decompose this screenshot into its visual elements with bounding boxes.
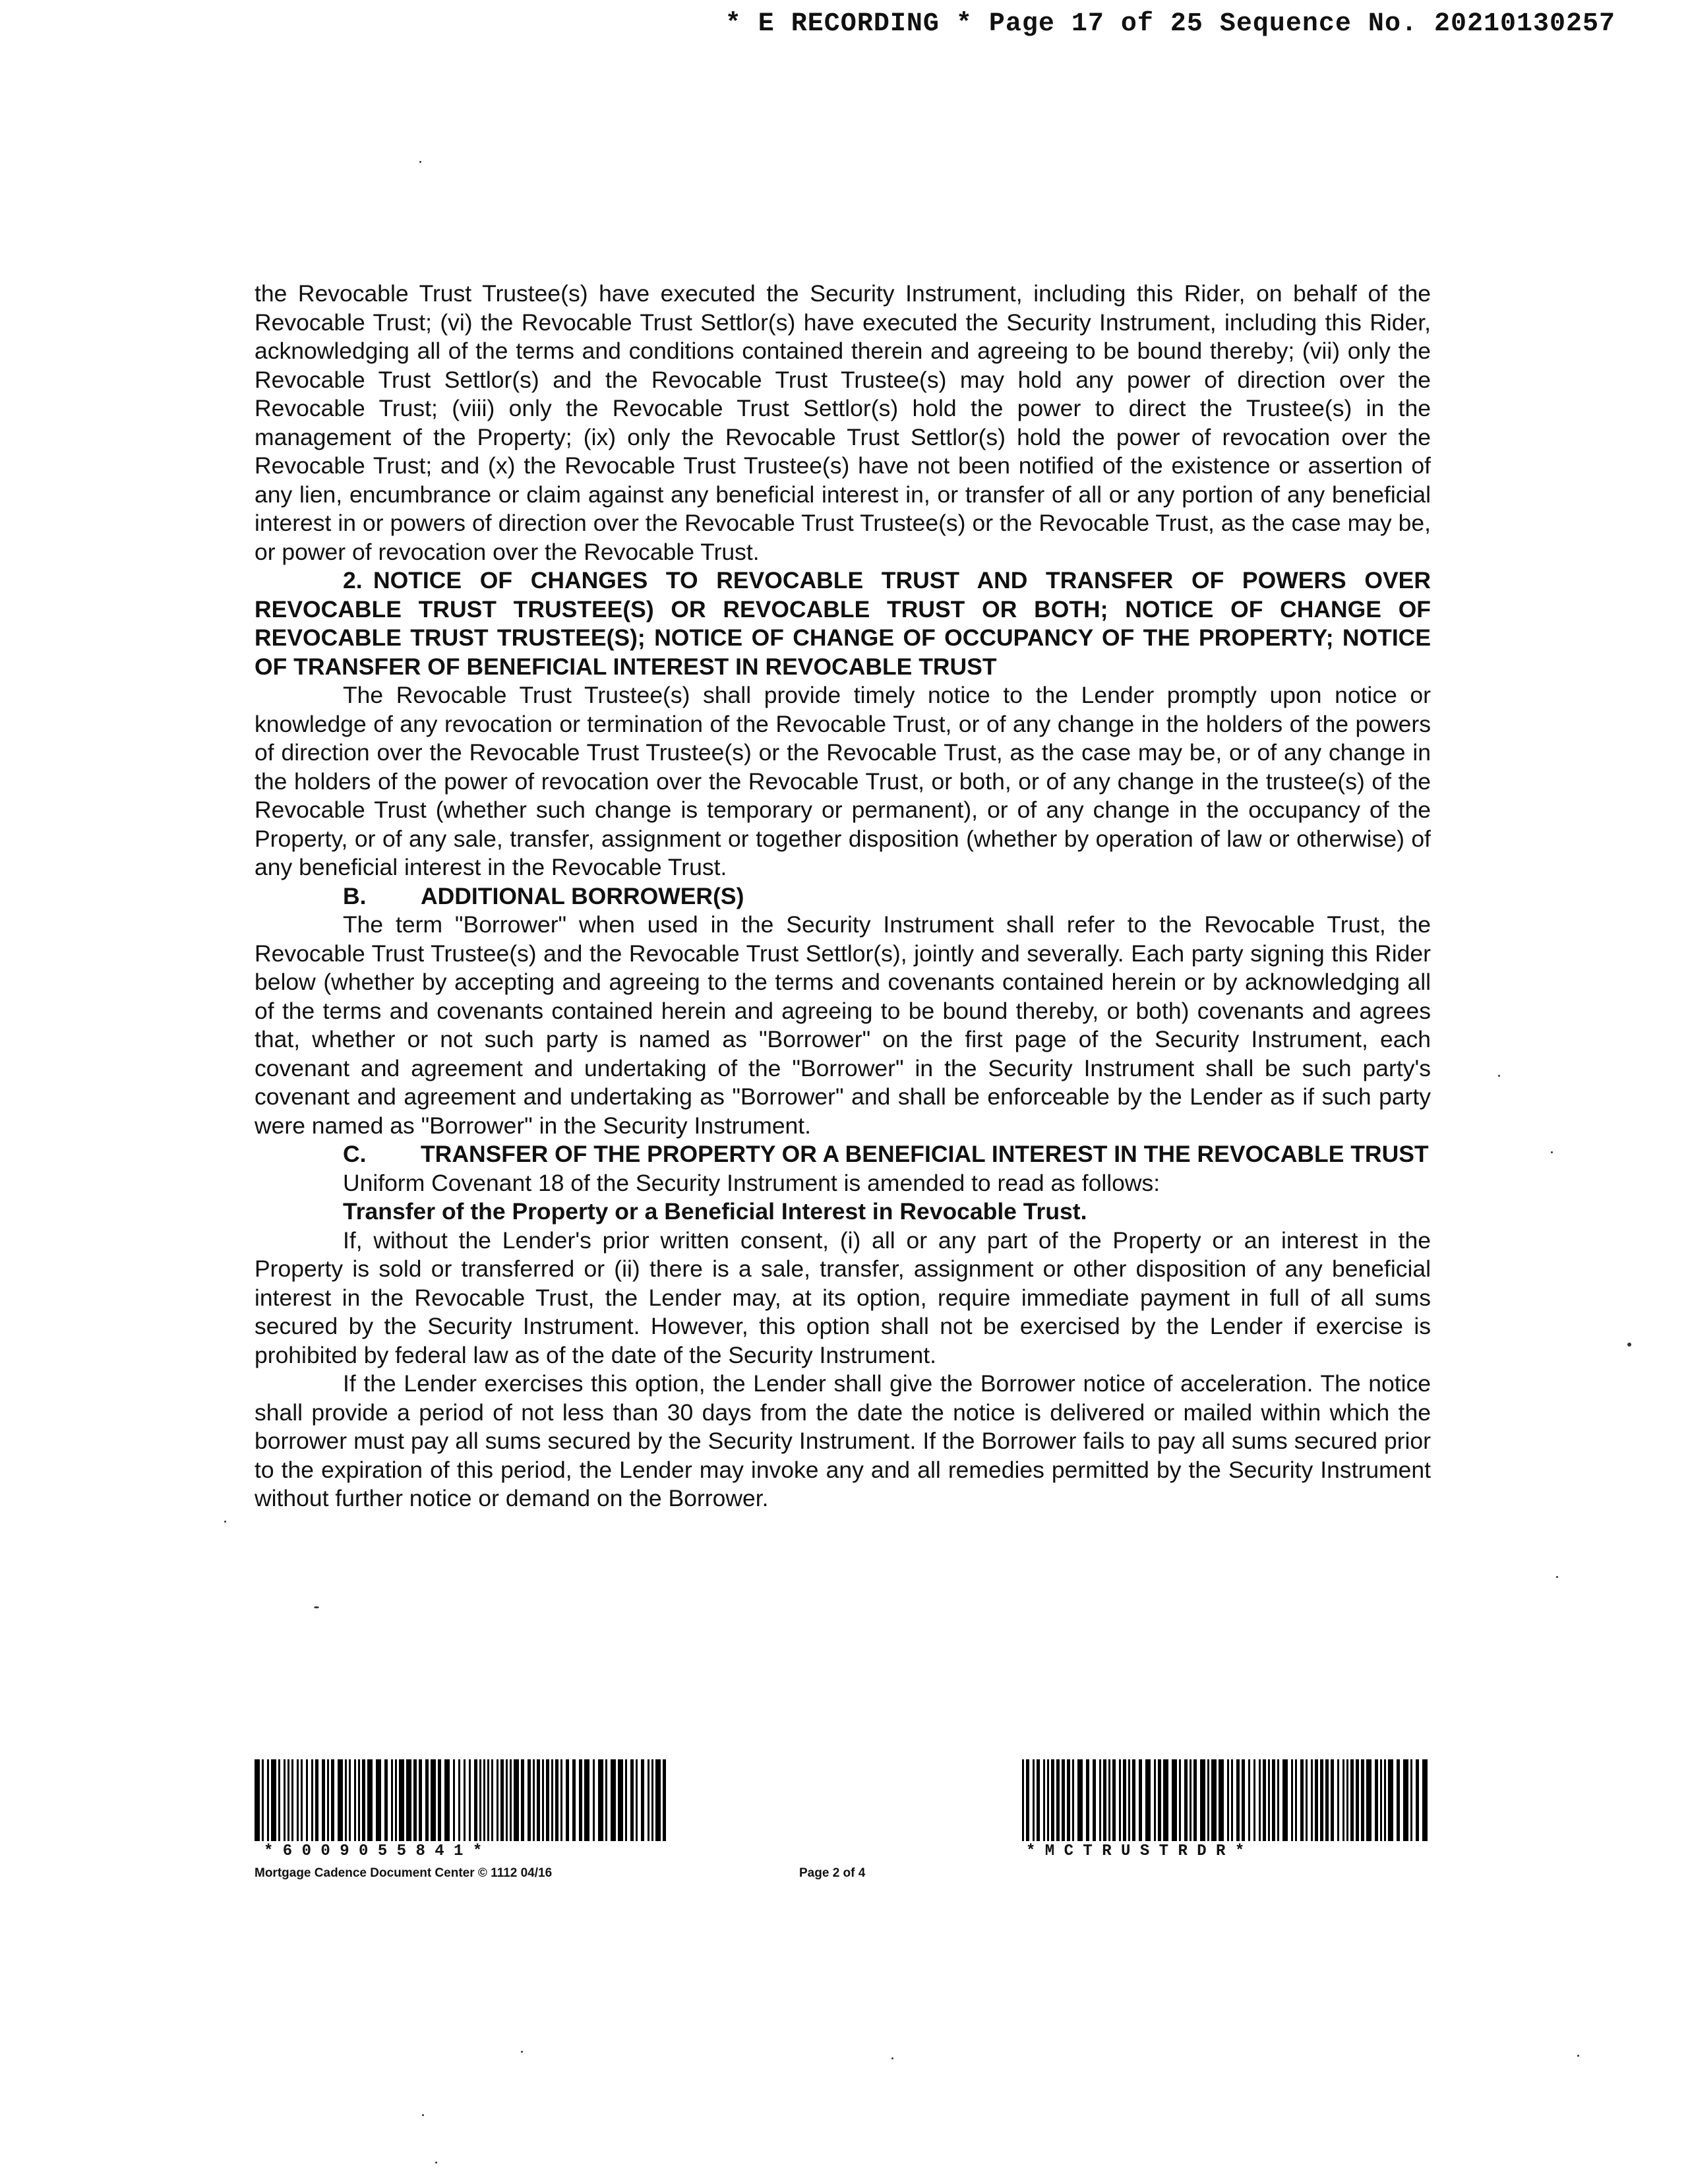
barcode-right xyxy=(1022,1759,1428,1841)
barcode-bar xyxy=(438,1759,441,1841)
scan-speck xyxy=(422,2114,424,2116)
barcode-bar xyxy=(384,1759,388,1841)
section-b-label: B. xyxy=(343,882,367,909)
barcode-bar xyxy=(537,1759,540,1841)
barcode-bar xyxy=(1154,1759,1156,1841)
barcode-bar xyxy=(1295,1759,1297,1841)
barcode-bar xyxy=(542,1759,544,1841)
barcode-bar xyxy=(291,1759,293,1841)
scan-speck xyxy=(521,2051,523,2053)
barcode-right-bars xyxy=(1022,1759,1428,1841)
barcode-bar xyxy=(551,1759,553,1841)
barcode-bar xyxy=(469,1759,471,1841)
barcode-bar xyxy=(1259,1759,1261,1841)
barcode-bar xyxy=(1072,1759,1074,1841)
barcode-bar xyxy=(566,1759,569,1841)
scan-speck xyxy=(1498,1075,1500,1077)
document-center-label: Mortgage Cadence Document Center © 1112 04/16 xyxy=(255,1866,553,1880)
barcode-bar xyxy=(1236,1759,1240,1841)
barcode-bar xyxy=(1397,1759,1400,1841)
barcode-bar xyxy=(301,1759,303,1841)
barcode-bar xyxy=(605,1759,607,1841)
barcode-bar xyxy=(419,1759,422,1841)
barcode-bar xyxy=(533,1759,535,1841)
barcode-bar xyxy=(1346,1759,1348,1841)
barcode-bar xyxy=(1112,1759,1116,1841)
barcode-bar xyxy=(1342,1759,1344,1841)
section-c-intro: Uniform Covenant 18 of the Security Instrument is amended to read as follows: xyxy=(343,1169,1160,1196)
barcode-bar xyxy=(500,1759,504,1841)
barcode-bar xyxy=(1172,1759,1177,1841)
barcode-bar xyxy=(1248,1759,1250,1841)
barcode-bar xyxy=(362,1759,365,1841)
barcode-bar xyxy=(648,1759,649,1841)
barcode-bar xyxy=(1388,1759,1393,1841)
barcode-bar xyxy=(425,1759,429,1841)
barcode-bar xyxy=(311,1759,313,1841)
barcode-bar xyxy=(376,1759,381,1841)
barcode-bar xyxy=(287,1759,289,1841)
barcode-bar xyxy=(618,1759,623,1841)
barcode-bar xyxy=(1320,1759,1323,1841)
barcode-right-text: * M C T R U S T R D R * xyxy=(1026,1842,1245,1860)
section-2-heading xyxy=(255,566,1431,681)
section-c-paragraph-1: If, without the Lender's prior written consent, (i) all or any part of the Property or an interest in the Property is sold or transferred or (ii) there is a sale, transfer, assignment or other disposition of any beneficial interest in the Revocable Trust, the Lender may, at its option, require immediate payment in full of all sums secured by the Security Instrument. However, this option shall not be exercised by the Lender if exercise is prohibited by federal law as of the date of the Security Instrument. xyxy=(255,1227,1431,1368)
barcode-bar xyxy=(322,1759,325,1841)
section-c-paragraph-2: If the Lender exercises this option, the Lender shall give the Borrower notice of acceleration. The notice shall provide a period of not less than 30 days from the date the notice is delivered or mailed within which the borrower must pay all sums secured by the Security Instrument. If the Borrower fails to pay all sums secured prior to the expiration of this period, the Lender may invoke any and all remedies permitted by the Security Instrument without further notice or demand on the Borrower. xyxy=(255,1370,1431,1511)
barcode-bar xyxy=(1190,1759,1191,1841)
barcode-bar xyxy=(1227,1759,1229,1841)
barcode-bar xyxy=(458,1759,460,1841)
barcode-bar xyxy=(1056,1759,1060,1841)
page-number: Page 2 of 4 xyxy=(799,1866,866,1880)
section-c-title: TRANSFER OF THE PROPERTY OR A BENEFICIAL INTEREST IN THE REVOCABLE TRUST xyxy=(421,1141,1429,1167)
barcode-bar xyxy=(406,1759,411,1841)
barcode-bar xyxy=(1366,1759,1372,1841)
barcode-bar xyxy=(1331,1759,1334,1841)
barcode-bar xyxy=(1422,1759,1428,1841)
barcode-bar xyxy=(297,1759,299,1841)
barcode-bar xyxy=(349,1759,351,1841)
barcode-bar xyxy=(528,1759,531,1841)
scan-speck xyxy=(1556,1576,1558,1578)
barcode-bar xyxy=(1242,1759,1245,1841)
barcode-bar xyxy=(284,1759,286,1841)
barcode-bar xyxy=(1325,1759,1329,1841)
continued-paragraph: the Revocable Trust Trustee(s) have executed the Security Instrument, including this Rider, on behalf of the Revocable Trust; (vi) the Revocable Trust Settlor(s) have executed the Security Instrument, including this Rider, acknowledging all of the terms and conditions contained therein and agreeing to be bound thereby; (vii) only the Revocable Trust Settlor(s) and the Revocable Trust Trustee(s) may hold any power of direction over the Revocable Trust; (viii) only the Revocable Trust Settlor(s) hold the power to direct the Trustee(s) in the management of the Property; (ix) only the Revocable Trust Settlor(s) hold the power of revocation over the Revocable Trust; and (x) the Revocable Trust Trustee(s) have not been notified of the existence or assertion of any lien, encumbrance or claim against any beneficial interest in, or transfer of all or any portion of any beneficial interest in or powers of direction over the Revocable Trust Trustee(s) or the Revocable Trust, as the case may be, or power of revocation over the Revocable Trust. xyxy=(255,280,1431,565)
barcode-bar xyxy=(1163,1759,1168,1841)
barcode-bar xyxy=(1139,1759,1142,1841)
barcode-bar xyxy=(1026,1759,1029,1841)
barcode-bar xyxy=(546,1759,549,1841)
barcode-bar xyxy=(413,1759,417,1841)
scan-speck xyxy=(224,1521,226,1523)
barcode-bar xyxy=(1350,1759,1354,1841)
barcode-bar xyxy=(1219,1759,1224,1841)
barcode-bar xyxy=(1291,1759,1293,1841)
barcode-bar xyxy=(1277,1759,1279,1841)
barcode-bar xyxy=(1380,1759,1382,1841)
barcode-bar xyxy=(1337,1759,1339,1841)
barcode-bar xyxy=(1403,1759,1408,1841)
barcode-bar xyxy=(1123,1759,1126,1841)
barcode-bar xyxy=(262,1759,264,1841)
barcode-bar xyxy=(338,1759,343,1841)
section-b-body: The term "Borrower" when used in the Security Instrument shall refer to the Revocable Trust, the Revocable Trust Trustee(s) and the Revocable Trust Settlor(s), jointly and severally. Each party signing this Rider below (whether by accepting and agreeing to the terms and covenants contained herein or by acknowledging all of the terms and covenants contained herein and agreeing to be bound thereby, or both) covenants and agrees that, whether or not such party is named as "Borrower" on the first page of the Security Instrument, each covenant and agreement and undertaking of the "Borrower" in the Security Instrument shall be such party's covenant and agreement and undertaking as "Borrower" and shall be enforceable by the Lender as if such party were named as "Borrower" in the Security Instrument. xyxy=(255,911,1431,1139)
section-2-body: The Revocable Trust Trustee(s) shall provide timely notice to the Lender promptly upon notice or knowledge of any revocation or termination of the Revocable Trust, or of any change in the holders of the powers of direction over the Revocable Trust Trustee(s) or the Revocable Trust, as the case may be, or of any change in the holders of the power of revocation over the Revocable Trust, or both, or of any change in the trustee(s) of the Revocable Trust (whether such change is temporary or permanent), or of any change in the occupancy of the Property, or of any sale, transfer, assignment or together disposition (whether by operation of law or otherwise) of any beneficial interest in the Revocable Trust. xyxy=(255,682,1431,880)
barcode-bar xyxy=(1263,1759,1266,1841)
section-2-title: NOTICE OF CHANGES TO REVOCABLE TRUST AND TRANSFER OF POWERS OVER REVOCABLE TRUST TRUSTEE(S) OR REVOCABLE TRUST OR BOTH; NOTICE OF CHANGE OF REVOCABLE TRUST TRUSTEE(S); NOTICE OF CHANGE OF OCCUPANCY OF THE PROPERTY; NOTICE OF TRANSFER OF BENEFICIAL INTEREST IN REVOCABLE TRUST xyxy=(255,567,1431,680)
barcode-bar xyxy=(1193,1759,1197,1841)
scan-speck xyxy=(1577,2055,1579,2057)
barcode-bar xyxy=(655,1759,661,1841)
section-b-title: ADDITIONAL BORROWER(S) xyxy=(421,882,744,909)
barcode-bar xyxy=(367,1759,373,1841)
barcode-bar xyxy=(1311,1759,1313,1841)
barcode-bar xyxy=(331,1759,334,1841)
barcode-bar xyxy=(1103,1759,1106,1841)
barcode-bar xyxy=(1272,1759,1275,1841)
barcode-bar xyxy=(1158,1759,1161,1841)
barcode-bar xyxy=(1128,1759,1130,1841)
scan-speck xyxy=(1627,1343,1631,1347)
barcode-bar xyxy=(1086,1759,1089,1841)
barcode-bar xyxy=(510,1759,512,1841)
barcode-bar xyxy=(1047,1759,1049,1841)
barcode-bar xyxy=(1282,1759,1288,1841)
barcode-bar xyxy=(278,1759,280,1841)
barcode-bar xyxy=(1184,1759,1188,1841)
barcode-bar xyxy=(1315,1759,1318,1841)
barcode-bar xyxy=(1022,1759,1024,1841)
barcode-bar xyxy=(584,1759,589,1841)
barcode-bar xyxy=(1043,1759,1045,1841)
barcode-bar xyxy=(358,1759,360,1841)
barcode-bar xyxy=(514,1759,519,1841)
barcode-bar xyxy=(572,1759,576,1841)
barcode-bar xyxy=(1119,1759,1121,1841)
barcode-bar xyxy=(483,1759,485,1841)
scan-speck xyxy=(435,2162,437,2164)
barcode-bar xyxy=(1093,1759,1096,1841)
barcode-bar xyxy=(271,1759,276,1841)
barcode-bar xyxy=(255,1759,260,1841)
barcode-bar xyxy=(391,1759,393,1841)
barcode-bar xyxy=(1132,1759,1135,1841)
barcode-bar xyxy=(1356,1759,1359,1841)
section-c-label: C. xyxy=(343,1141,367,1167)
barcode-bar xyxy=(1207,1759,1209,1841)
barcode-bar xyxy=(444,1759,450,1841)
barcode-left xyxy=(255,1759,666,1841)
barcode-bar xyxy=(579,1759,582,1841)
barcode-bar xyxy=(1108,1759,1110,1841)
barcode-bar xyxy=(1306,1759,1308,1841)
barcode-bar xyxy=(636,1759,638,1841)
barcode-bar xyxy=(345,1759,347,1841)
barcode-bar xyxy=(1231,1759,1233,1841)
barcode-bar xyxy=(1077,1759,1083,1841)
barcode-bar xyxy=(464,1759,466,1841)
section-c-heading xyxy=(255,1140,1431,1169)
barcode-bar xyxy=(1253,1759,1255,1841)
barcode-bar xyxy=(399,1759,404,1841)
barcode-bar xyxy=(306,1759,308,1841)
barcode-bar xyxy=(479,1759,481,1841)
barcode-bar xyxy=(1361,1759,1364,1841)
section-2-number: 2. xyxy=(343,567,363,593)
recording-header: * E RECORDING * Page 17 of 25 Sequence No. 20210130257 xyxy=(725,9,1615,39)
barcode-bar xyxy=(1033,1759,1035,1841)
barcode-bar xyxy=(651,1759,653,1841)
barcode-bar xyxy=(625,1759,627,1841)
barcode-bar xyxy=(641,1759,644,1841)
scan-speck xyxy=(1551,1151,1553,1153)
barcode-bar xyxy=(431,1759,436,1841)
barcode-bar xyxy=(611,1759,616,1841)
scan-speck xyxy=(314,1606,319,1608)
barcode-bar xyxy=(560,1759,562,1841)
barcode-bar xyxy=(1200,1759,1205,1841)
barcode-bar xyxy=(1051,1759,1054,1841)
barcode-bar xyxy=(555,1759,558,1841)
barcode-bar xyxy=(491,1759,493,1841)
barcode-bar xyxy=(593,1759,595,1841)
barcode-left-bars xyxy=(255,1759,666,1841)
scan-speck xyxy=(891,2057,893,2059)
barcode-bar xyxy=(598,1759,603,1841)
barcode-bar xyxy=(1099,1759,1101,1841)
barcode-bar xyxy=(1375,1759,1378,1841)
barcode-left-text: * 6 0 0 9 0 5 5 8 4 1 * xyxy=(264,1842,483,1860)
scan-speck xyxy=(419,161,421,163)
barcode-bar xyxy=(1211,1759,1217,1841)
barcode-bar xyxy=(630,1759,634,1841)
barcode-bar xyxy=(327,1759,329,1841)
barcode-bar xyxy=(1300,1759,1304,1841)
barcode-bar xyxy=(354,1759,356,1841)
barcode-bar xyxy=(1410,1759,1412,1841)
barcode-bar xyxy=(395,1759,397,1841)
barcode-bar xyxy=(521,1759,524,1841)
barcode-bar xyxy=(1062,1759,1065,1841)
barcode-bar xyxy=(267,1759,269,1841)
barcode-bar xyxy=(1037,1759,1040,1841)
barcode-bar xyxy=(663,1759,666,1841)
barcode-bar xyxy=(1145,1759,1151,1841)
barcode-bar xyxy=(487,1759,489,1841)
barcode-bar xyxy=(453,1759,455,1841)
rider-body xyxy=(255,280,1431,1513)
section-b-heading xyxy=(255,882,1431,911)
barcode-bar xyxy=(497,1759,498,1841)
barcode-bar xyxy=(1067,1759,1070,1841)
barcode-bar xyxy=(1179,1759,1181,1841)
barcode-bar xyxy=(315,1759,318,1841)
barcode-bar xyxy=(506,1759,508,1841)
barcode-bar xyxy=(1268,1759,1270,1841)
section-c-subheading: Transfer of the Property or a Beneficial Interest in Revocable Trust. xyxy=(343,1198,1087,1225)
barcode-bar xyxy=(1384,1759,1386,1841)
barcode-bar xyxy=(1416,1759,1419,1841)
barcode-bar xyxy=(474,1759,477,1841)
